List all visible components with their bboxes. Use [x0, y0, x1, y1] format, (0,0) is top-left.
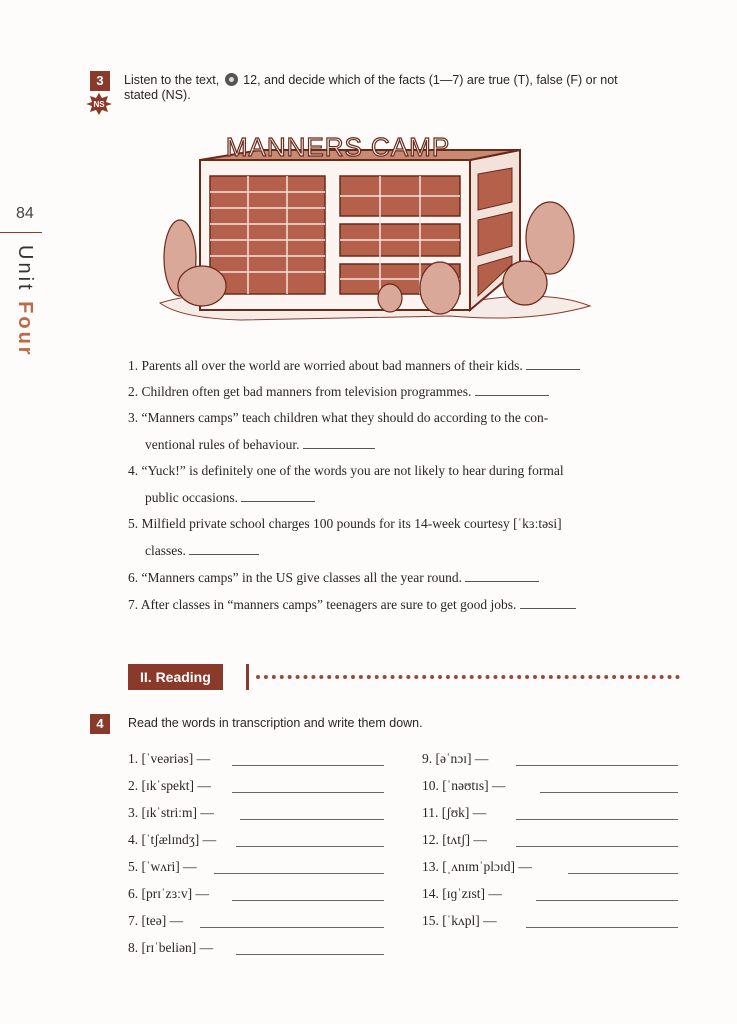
word-blank-15[interactable] — [526, 926, 678, 928]
word-item-5: 5. [ˈwʌri] — — [128, 859, 197, 874]
fact-item-4-cont-text: public occasions. — [145, 490, 238, 505]
fact-item-4-text: 4. “Yuck!” is definitely one of the words you are not likely to hear during formal — [128, 463, 564, 478]
answer-blank-3[interactable] — [303, 447, 375, 449]
page-number: 84 — [16, 205, 34, 222]
section-tab-edge — [246, 664, 249, 690]
word-item-10: 10. [ˈnəʊtɪs] — — [422, 778, 506, 793]
word-item-1: 1. [ˈveəriəs] — — [128, 751, 211, 766]
exercise-3-number: 3 — [90, 71, 110, 91]
word-item-11: 11. [ʃʊk] — — [422, 805, 487, 820]
word-item-7: 7. [teə] — — [128, 913, 184, 928]
fact-item-2 — [128, 383, 549, 401]
unit-label — [13, 245, 36, 358]
word-item-15: 15. [ˈkʌpl] — — [422, 913, 497, 928]
word-item-2: 2. [ɪkˈspekt] — — [128, 778, 211, 793]
unit-word: Unit — [14, 245, 36, 293]
fact-item-4 — [128, 462, 564, 480]
fact-item-3-cont — [145, 436, 375, 454]
answer-blank-1[interactable] — [526, 368, 580, 370]
fact-item-3-text: 3. “Manners camps” teach children what they should do according to the con- — [128, 410, 549, 425]
word-blank-2[interactable] — [232, 791, 384, 793]
word-item-6: 6. [prɪˈzɜːv] — — [128, 886, 210, 901]
word-blank-5[interactable] — [214, 872, 384, 874]
fact-item-7 — [128, 596, 576, 614]
fact-item-6 — [128, 569, 539, 587]
word-item-4: 4. [ˈtʃælɪndʒ] — — [128, 832, 217, 847]
word-blank-6[interactable] — [232, 899, 384, 901]
instruction-part-a: Listen to the text, — [124, 73, 220, 87]
unit-title: Four — [14, 301, 36, 358]
word-blank-8[interactable] — [236, 953, 384, 955]
instruction-track: 12, and decide which of the facts (1—7) are true (T), false (F) or not — [243, 73, 618, 87]
ns-badge — [86, 93, 112, 115]
exercise-3-instruction — [124, 73, 684, 103]
section-title: Reading — [155, 669, 211, 685]
fact-item-5 — [128, 515, 562, 533]
word-blank-7[interactable] — [200, 926, 384, 928]
page-number-divider — [0, 232, 42, 233]
word-blank-10[interactable] — [540, 791, 678, 793]
fact-item-5-text: 5. Milfield private school charges 100 pounds for its 14-week courtesy [ˈkɜːtəsi] — [128, 516, 562, 531]
audio-cd-icon[interactable] — [225, 73, 238, 86]
word-blank-9[interactable] — [516, 764, 678, 766]
answer-blank-4[interactable] — [241, 500, 315, 502]
word-blank-13[interactable] — [568, 872, 678, 874]
fact-item-4-cont — [145, 489, 315, 507]
word-blank-3[interactable] — [240, 818, 384, 820]
section-dotted-rule — [256, 675, 680, 679]
section-reading-tab — [128, 664, 223, 690]
exercise-4-instruction: Read the words in transcription and write them down. — [128, 716, 423, 730]
word-item-12: 12. [tʌtʃ] — — [422, 832, 487, 847]
answer-blank-7[interactable] — [520, 607, 576, 609]
fact-item-2-text: 2. Children often get bad manners from television programmes. — [128, 384, 472, 399]
answer-blank-6[interactable] — [465, 580, 539, 582]
building-sign: MANNERS CAMP — [225, 132, 451, 162]
word-item-14: 14. [ɪɡˈzɪst] — — [422, 886, 502, 901]
word-blank-12[interactable] — [516, 845, 678, 847]
fact-item-1-text: 1. Parents all over the world are worried about bad manners of their kids. — [128, 358, 523, 373]
fact-item-3 — [128, 409, 548, 427]
fact-item-3-cont-text: ventional rules of behaviour. — [145, 437, 300, 452]
word-blank-1[interactable] — [232, 764, 384, 766]
word-item-3: 3. [ɪkˈstriːm] — — [128, 805, 214, 820]
fact-item-5-cont — [145, 542, 259, 560]
answer-blank-5[interactable] — [189, 553, 259, 555]
word-blank-11[interactable] — [516, 818, 678, 820]
section-numeral: II. — [140, 669, 152, 685]
word-blank-4[interactable] — [236, 845, 384, 847]
fact-item-6-text: 6. “Manners camps” in the US give classes all the year round. — [128, 570, 463, 585]
word-blank-14[interactable] — [536, 899, 678, 901]
answer-blank-2[interactable] — [475, 394, 549, 396]
fact-item-1 — [128, 357, 580, 375]
word-item-9: 9. [əˈnɔɪ] — — [422, 751, 489, 766]
instruction-part-b: stated (NS). — [124, 88, 191, 102]
ns-badge-text: NS — [93, 100, 105, 109]
word-item-13: 13. [ˌʌnɪmˈplɔɪd] — — [422, 859, 532, 874]
word-item-8: 8. [rɪˈbeliən] — — [128, 940, 214, 955]
exercise-4-number: 4 — [90, 714, 110, 734]
fact-item-5-cont-text: classes. — [145, 543, 186, 558]
manners-camp-illustration — [150, 128, 600, 338]
fact-item-7-text: 7. After classes in “manners camps” teenagers are sure to get good jobs. — [128, 597, 517, 612]
